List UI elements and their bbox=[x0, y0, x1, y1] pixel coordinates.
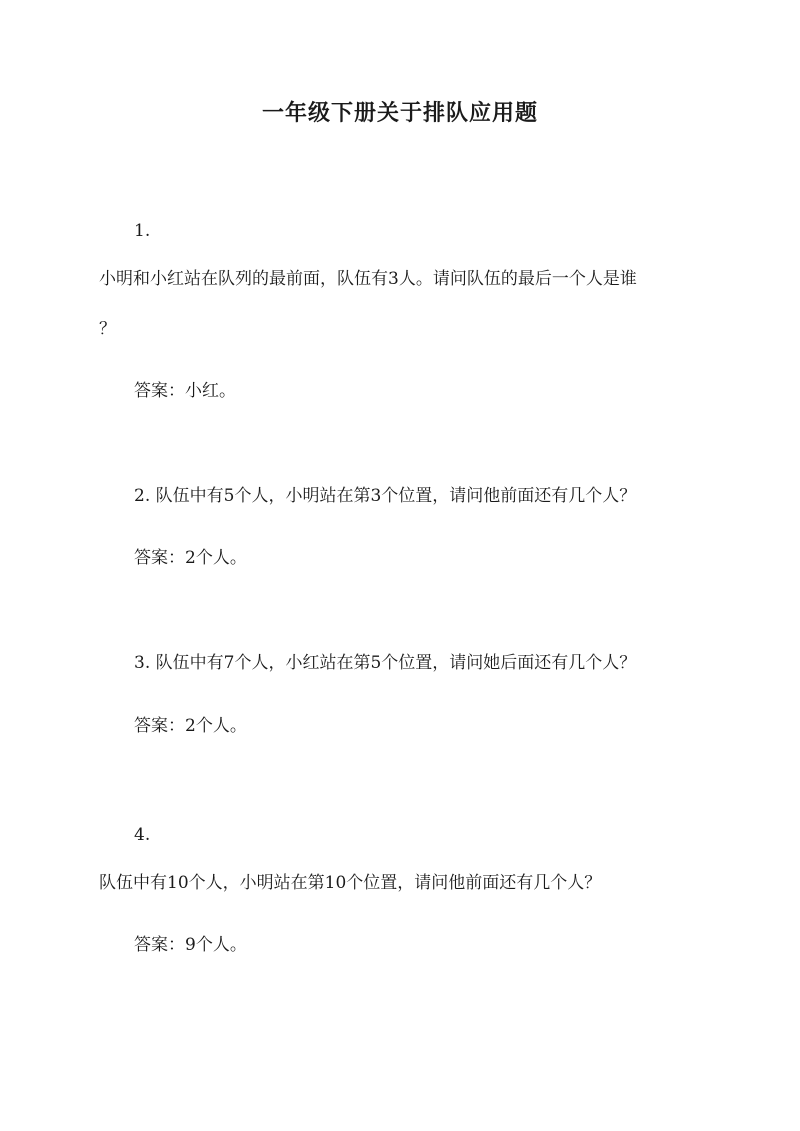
question-2-text: 2. 队伍中有5个人，小明站在第3个位置，请问他前面还有几个人？ bbox=[134, 486, 637, 506]
question-1-answer: 答案：小红。 bbox=[134, 381, 236, 401]
question-2-answer: 答案：2个人。 bbox=[134, 548, 247, 568]
question-3-answer: 答案：2个人。 bbox=[134, 716, 247, 736]
question-4-answer: 答案：9个人。 bbox=[134, 935, 247, 955]
question-4-number: 4. bbox=[134, 825, 151, 845]
page-title: 一年级下册关于排队应用题 bbox=[261, 100, 538, 126]
question-3-text: 3. 队伍中有7个人，小红站在第5个位置，请问她后面还有几个人？ bbox=[134, 653, 637, 673]
question-4-text: 队伍中有10个人，小明站在第10个位置，请问他前面还有几个人？ bbox=[99, 873, 602, 893]
question-1-text: 小明和小红站在队列的最前面，队伍有3人。请问队伍的最后一个人是谁 bbox=[99, 269, 637, 289]
question-1-number: 1. bbox=[134, 221, 151, 241]
question-1-text-continued: ？ bbox=[99, 319, 116, 339]
